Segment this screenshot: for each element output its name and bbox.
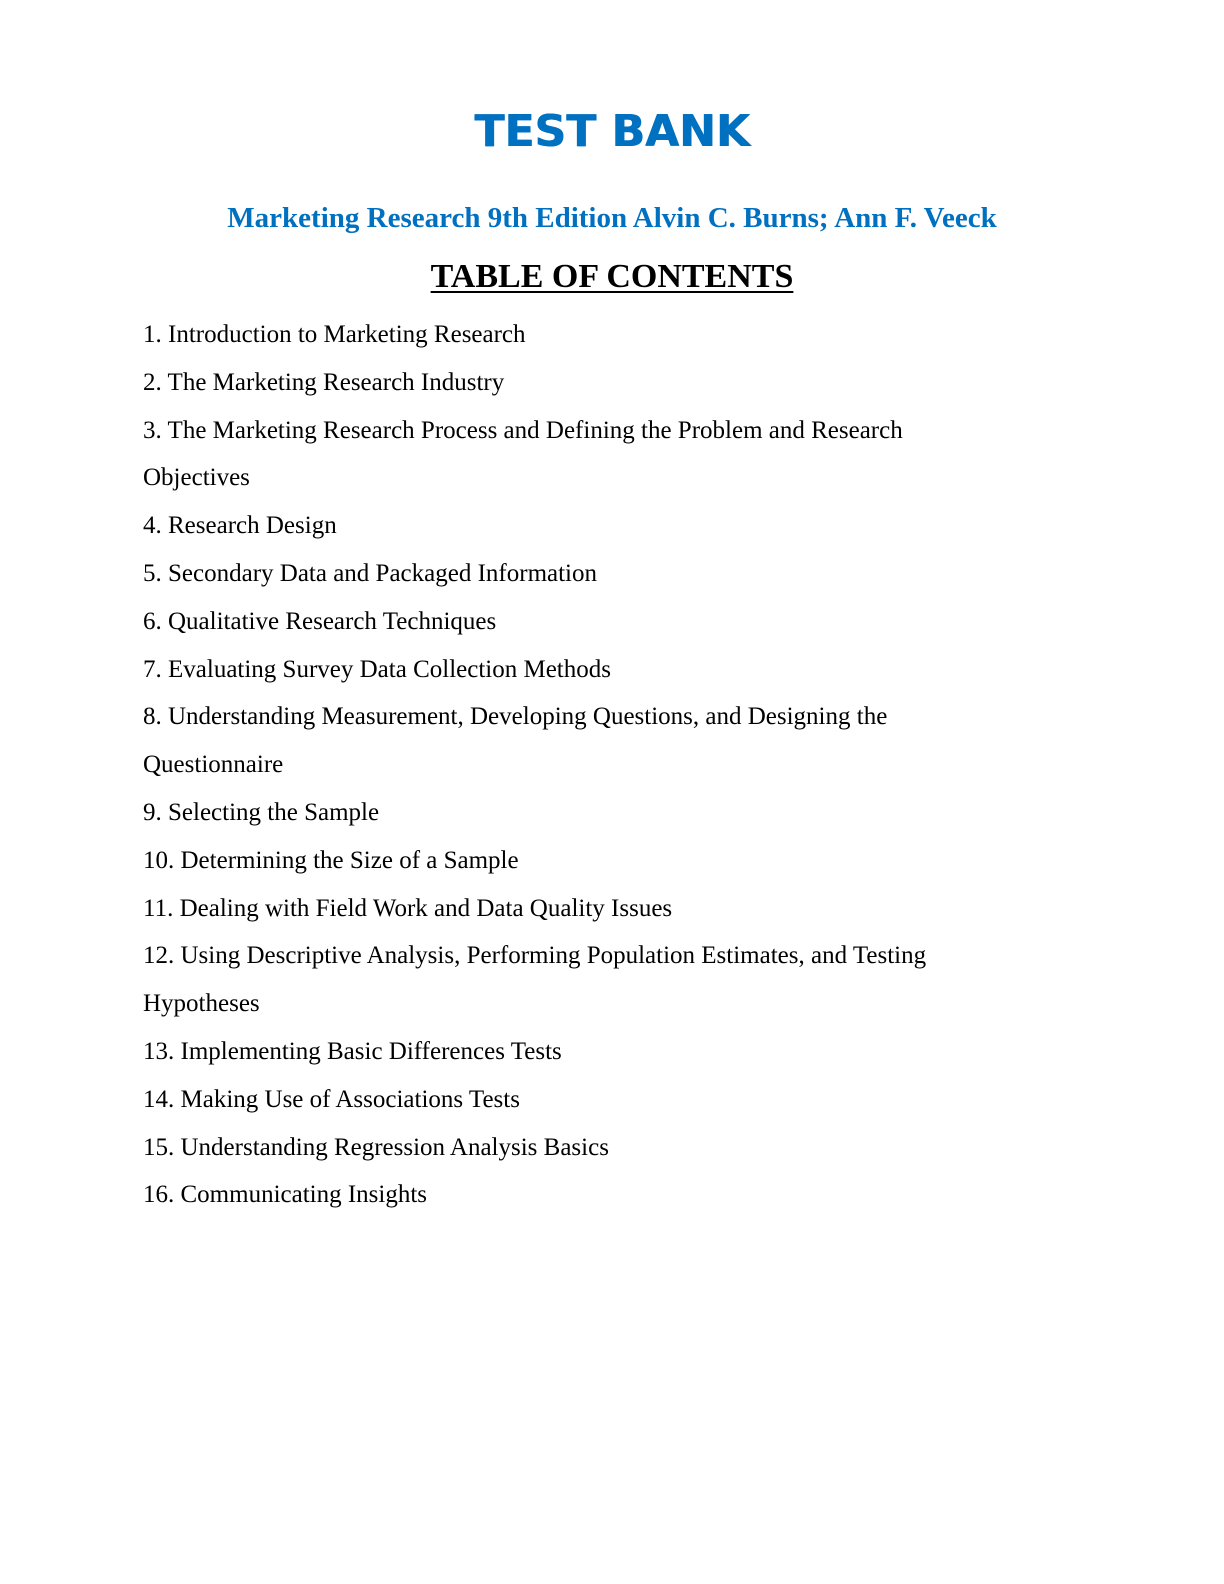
- toc-line: Hypotheses: [143, 990, 260, 1018]
- toc-heading: [0, 254, 1224, 300]
- toc-line: 7. Evaluating Survey Data Collection Methods: [143, 655, 611, 683]
- toc-line: Questionnaire: [143, 751, 284, 779]
- toc-line: 13. Implementing Basic Differences Tests: [143, 1037, 562, 1065]
- toc-line: 3. The Marketing Research Process and Defining the Problem and Research: [143, 416, 903, 444]
- toc-heading-text: TABLE OF CONTENTS: [430, 258, 794, 295]
- toc-line: 14. Making Use of Associations Tests: [143, 1085, 520, 1113]
- toc-line: 12. Using Descriptive Analysis, Performing Population Estimates, and Testing: [143, 942, 927, 970]
- toc-line: 2. The Marketing Research Industry: [143, 368, 505, 396]
- toc-line: 6. Qualitative Research Techniques: [143, 607, 497, 635]
- book-subtitle: Marketing Research 9th Edition Alvin C. Burns; Ann F. Veeck: [227, 202, 997, 234]
- toc-line: 15. Understanding Regression Analysis Basics: [143, 1133, 609, 1161]
- toc-line: 11. Dealing with Field Work and Data Quality Issues: [143, 894, 673, 922]
- toc-line: 16. Communicating Insights: [143, 1181, 428, 1209]
- toc-line: 1. Introduction to Marketing Research: [143, 321, 526, 348]
- table-of-contents: [143, 311, 1043, 1219]
- toc-line: 4. Research Design: [143, 512, 337, 540]
- document-title: TEST BANK: [474, 106, 750, 157]
- toc-line: 10. Determining the Size of a Sample: [143, 846, 519, 874]
- toc-line: 5. Secondary Data and Packaged Information: [143, 559, 598, 587]
- toc-line: Objectives: [143, 464, 250, 492]
- toc-line: 8. Understanding Measurement, Developing Questions, and Designing the: [143, 703, 888, 731]
- toc-line: 9. Selecting the Sample: [143, 798, 380, 826]
